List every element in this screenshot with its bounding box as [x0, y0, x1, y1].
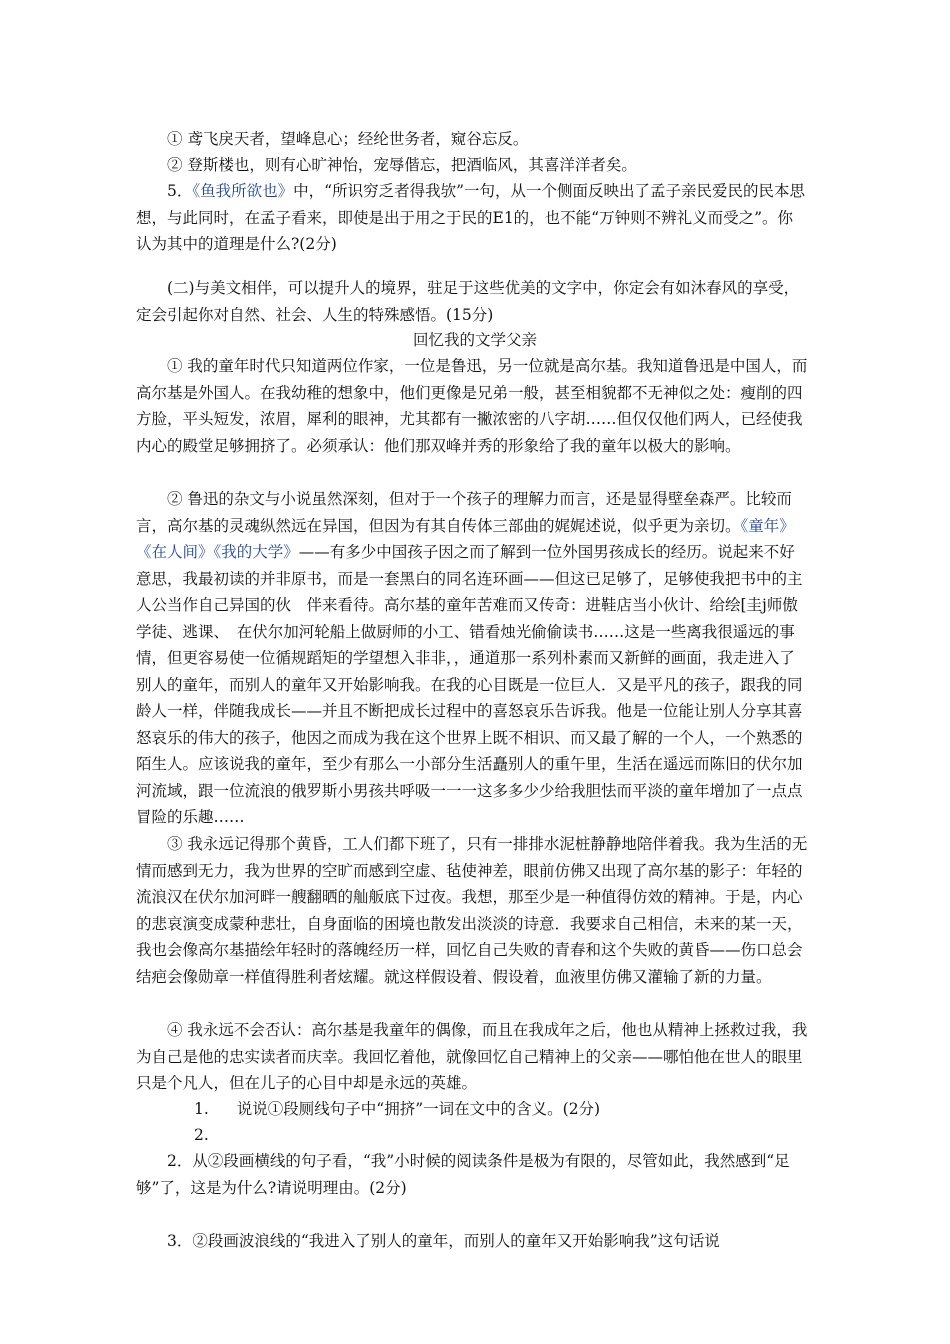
article-paragraph-3: ③ 我永远记得那个黄昏，工人们都下班了，只有一排排水泥桩静静地陪伴着我。我为生活的无情而感到无力，我为世界的空旷而感到空虚、毡使神差，眼前仿佛又出现了高尔基的影子：年轻的流浪汉在伏尔加河畔一艘翻晒的舢舨底下过夜。我想，那至少是一种值得仿效的精神。于是，内心的悲哀演变成蒙种悲壮，自身面临的困境也散发出淡淡的诗意．我要求自己相信，未来的某一天，我也会像高尔基描绘年轻时的落魄经历一样，回忆自己失败的青春和这个失败的黄昏——伤口总会结疤会像勋章一样值得胜利者炫耀。就这样假设着、假设着，血液里仿佛又灌输了新的力量。 — [136, 835, 808, 986]
paragraph-2-body: ——有多少中国孩子因之而了解到一位外国男孩成长的经历。说起来不好意思，我最初读的并非原书，而是一套黑白的同名连环画——但这已足够了，足够使我把书中的主人公当作自己异国的伙 伴来看待。高尔基的童年苦难而又传奇：进鞋店当小伙计、给绘[圭j师傲学徒、逃课、 在伏尔加河轮船上做厨师的小工、错看烛光偷偷读书……这是一些离我很遥远的事情，但更容易使一位循规蹈矩的学望想入非非，，通道那一系列朴素而又新鲜的画面，我走进入了别人的童年，而别人的童年又开始影响我。在我的心目既是一位巨人．又是平凡的孩子，跟我的同龄人一样，伴随我成长——并且不断把成长过程中的喜怒哀乐告诉我。他是一位能让别人分享其喜怒哀乐的伟大的孩子，他因之而成为我在这个世界上既不相识、而又最了解的一个人，一个熟悉的陌生人。应该说我的童年，至少有那么一小部分生活矗别人的重午里，生活在遥远而陈旧的伏尔加河流域，跟一位流浪的俄罗斯小男孩共呼吸一一一这多多少少给我胆怯而平淡的童年增加了一点点冒险的乐趣…… — [136, 543, 803, 826]
section-2-intro: (二)与美文相伴，可以提升人的境界，驻足于这些优美的文字中，你定会有如沐春风的享受，定会引起你对自然、社会、人生的特殊感悟。(15分) — [136, 279, 800, 324]
question-5-number: 5． — [167, 182, 193, 200]
book-title-link[interactable]: 《鱼我所欲也》 — [192, 182, 294, 200]
question-2-blank: 2. — [194, 1126, 209, 1144]
question-3: 3．②段画波浪线的“我进入了别人的童年，而别人的童年又开始影响我”这句话说 — [167, 1232, 720, 1250]
question-5 — [136, 178, 808, 258]
question-1-text: 说说①段厕线句子中“拥挤”一词在文中的含义。(2分) — [236, 1100, 601, 1118]
question-5-text: 中，“所识穷乏者得我欤”一句，从一个侧面反映出了孟子亲民爱民的民本思想，与此同时，在孟子看来，即使是出于用之于民的E1的，也不能“万钟则不辨礼义而受之”。你认为其中的道理是什么?(2分) — [136, 182, 805, 253]
paragraph-2-opening: ② 鲁迅的杂文与小说虽然深刻，但对于一个孩子的理解力而言，还是显得壁垒森严。比较而言，高尔基的灵魂纵然远在异国，但因为有其自传体三部曲的娓娓述说，似乎更为亲切。 — [136, 490, 792, 535]
article-paragraph-2 — [136, 486, 808, 831]
poem-line-2: ② 登斯楼也，则有心旷神怡，宠辱偕忘，把酒临风，其喜洋洋者矣。 — [167, 156, 637, 174]
book-link-my-universities[interactable]: 《我的大学》 — [213, 543, 299, 561]
article-title: 回忆我的文学父亲 — [412, 331, 537, 349]
poem-line-1: ① 鸢飞戾天者，望峰息心；经纶世务者，窥谷忘反。 — [167, 130, 529, 148]
book-link-in-the-world[interactable]: 《在人间》 — [136, 543, 214, 561]
question-1 — [194, 1096, 600, 1123]
article-paragraph-1: ① 我的童年时代只知道两位作家，一位是鲁迅，另一位就是高尔基。我知道鲁迅是中国人，而高尔基是外国人。在我幼稚的想象中，他们更像是兄弟一般，甚至相貌都不无神似之处：瘦削的四方脸，平头短发，浓眉，犀利的眼神，尤其都有一撇浓密的八字胡……但仅仅他们两人，已经使我内心的殿堂足够拥挤了。必须承认：他们那双峰并秀的形象给了我的童年以极大的影响。 — [136, 357, 808, 455]
question-2: 2．从②段画横线的句子看，“我”小时候的阅读条件是极为有限的，尽管如此，我然感到“足够”了，这是为什么?请说明理由。(2分) — [136, 1152, 790, 1197]
article-paragraph-4: ④ 我永远不会否认：高尔基是我童年的偶像，而且在我成年之后，他也从精神上拯救过我，我为自己是他的忠实读者而庆幸。我回忆着他，就像回忆自己精神上的父亲——哪怕他在世人的眼里只是个凡人，但在儿子的心目中却是永远的英雄。 — [136, 1021, 808, 1092]
question-1-number: 1. — [194, 1100, 209, 1118]
book-link-childhood[interactable]: 《童年》 — [740, 516, 795, 535]
